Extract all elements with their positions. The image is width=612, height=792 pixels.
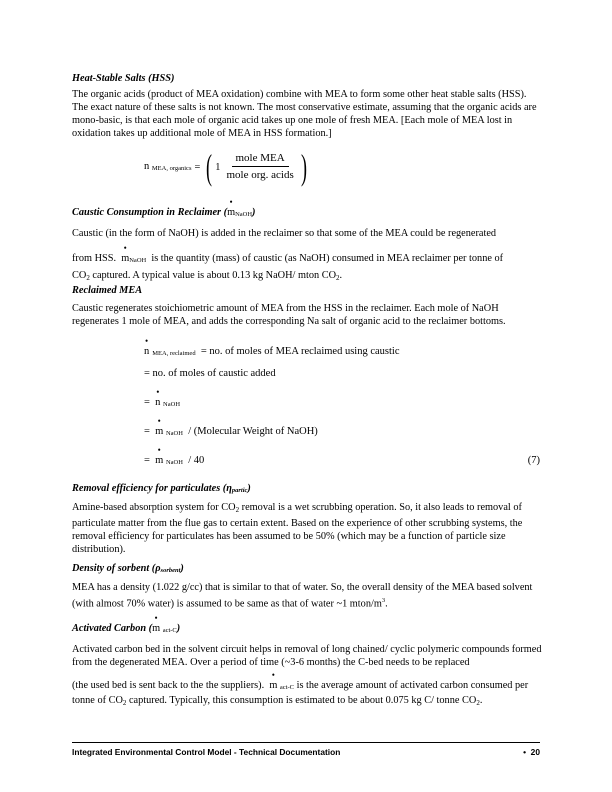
hss-body: The organic acids (product of MEA oxidation) combine with MEA to form some other heat stable salts (HSS). The exact nature of these salts is not known. The most conservative estimate, assuming that the organic acids are mono-basic, is that each mole of organic acid takes up one mole of fresh MEA. [Each mole of MEA lost in oxidation takes up additional mole of MEA in HSS formation.] [72,89,537,139]
eq-equals: = [194,161,201,173]
reclaimed-line-3: = • n NaOH [144,396,180,411]
carbon-body-2: (the used bed is sent back to the the suppliers). • m act-C is the average amount of activated carbon consumed per tonne of CO2 captured. Typically, this consumption is estimated to be about 0.075 kg C/ tonne CO2. [72,679,542,710]
equation-number: (7) [527,455,540,466]
reclaimed-line-5: = • m NaOH / 40 [144,454,204,469]
carbon-heading: Activated Carbon (• m act-C) [72,622,542,637]
reclaimed-body: Caustic regenerates stoichiometric amount of MEA from the HSS in the reclaimer. Each mole of NaOH regenerates 1 mole of MEA, and adds the corresponding Na salt of organic acid to the reclaimer bottoms. [72,303,506,327]
eq-denominator: mole org. acids [226,169,294,181]
caustic-body-1: Caustic (in the form of NaOH) is added in the reclaimer so that some of the MEA could be regenerated [72,228,497,239]
hss-equation [144,149,310,185]
density-body: MEA has a density (1.022 g/cc) that is similar to that of water. So, the overall density of the MEA based solvent (with almost 70% water) is assumed to be same as that of water ~1 mton/$m^3$. [72,582,533,610]
caustic-body-2: from HSS. • mNaOH is the quantity (mass) of caustic (as NaOH) consumed in MEA reclaimer per tonne of [72,252,542,267]
reclaimed-line-2: = no. of moles of caustic added [144,368,276,379]
hss-section [72,72,542,140]
eq-lhs: n MEA, organics [144,160,192,172]
density-section [72,562,542,610]
carbon-body-1: Activated carbon bed in the solvent circuit helps in removal of long chained/ cyclic polymeric compounds formed from the degenerated MEA. Over a period of time (~3-6 months) the C-bed needs to be replaced [72,644,542,668]
caustic-body-3: CO2 captured. A typical value is about 0.13 kg NaOH/ mton CO2. [72,270,343,282]
reclaimed-section [72,284,542,328]
removal-section [72,482,542,556]
reclaimed-heading: Reclaimed MEA [72,285,143,296]
removal-body: Amine-based absorption system for CO2 removal is a wet scrubbing operation. So, it also leads to removal of particulate matter from the flue gas to certain extent. Based on the experience of other scrubbing systems, the removal efficiency for particulates has been assumed to be 50% (which may be a function of particle size distribution). [72,502,523,555]
carbon-section [72,622,542,710]
removal-heading: Removal efficiency for particulates (ηpartic) [72,483,251,494]
reclaimed-line-1: • nMEA, reclaimed = no. of moles of MEA reclaimed using caustic [144,345,400,360]
page-number: 20 [530,747,540,757]
reclaimed-line-4: = • m NaOH / (Molecular Weight of NaOH) [144,425,318,440]
footer-bullet: • [523,747,527,757]
eq-fraction [222,152,297,182]
eq-one: 1 [215,161,221,173]
left-paren: ( [206,147,213,187]
eq-numerator: mole MEA [232,152,289,167]
caustic-section [72,206,542,285]
page-footer [72,746,540,759]
footer-rule [72,742,540,743]
caustic-heading: Caustic Consumption in Reclaimer (• mNaOH) [72,206,542,221]
hss-heading: Heat-Stable Salts (HSS) [72,73,175,84]
footer-title: Integrated Environmental Control Model - Technical Documentation [72,747,341,757]
density-heading: Density of sorbent (ρsorbent) [72,563,184,574]
right-paren: ) [300,147,307,187]
page-number-group [523,746,540,759]
